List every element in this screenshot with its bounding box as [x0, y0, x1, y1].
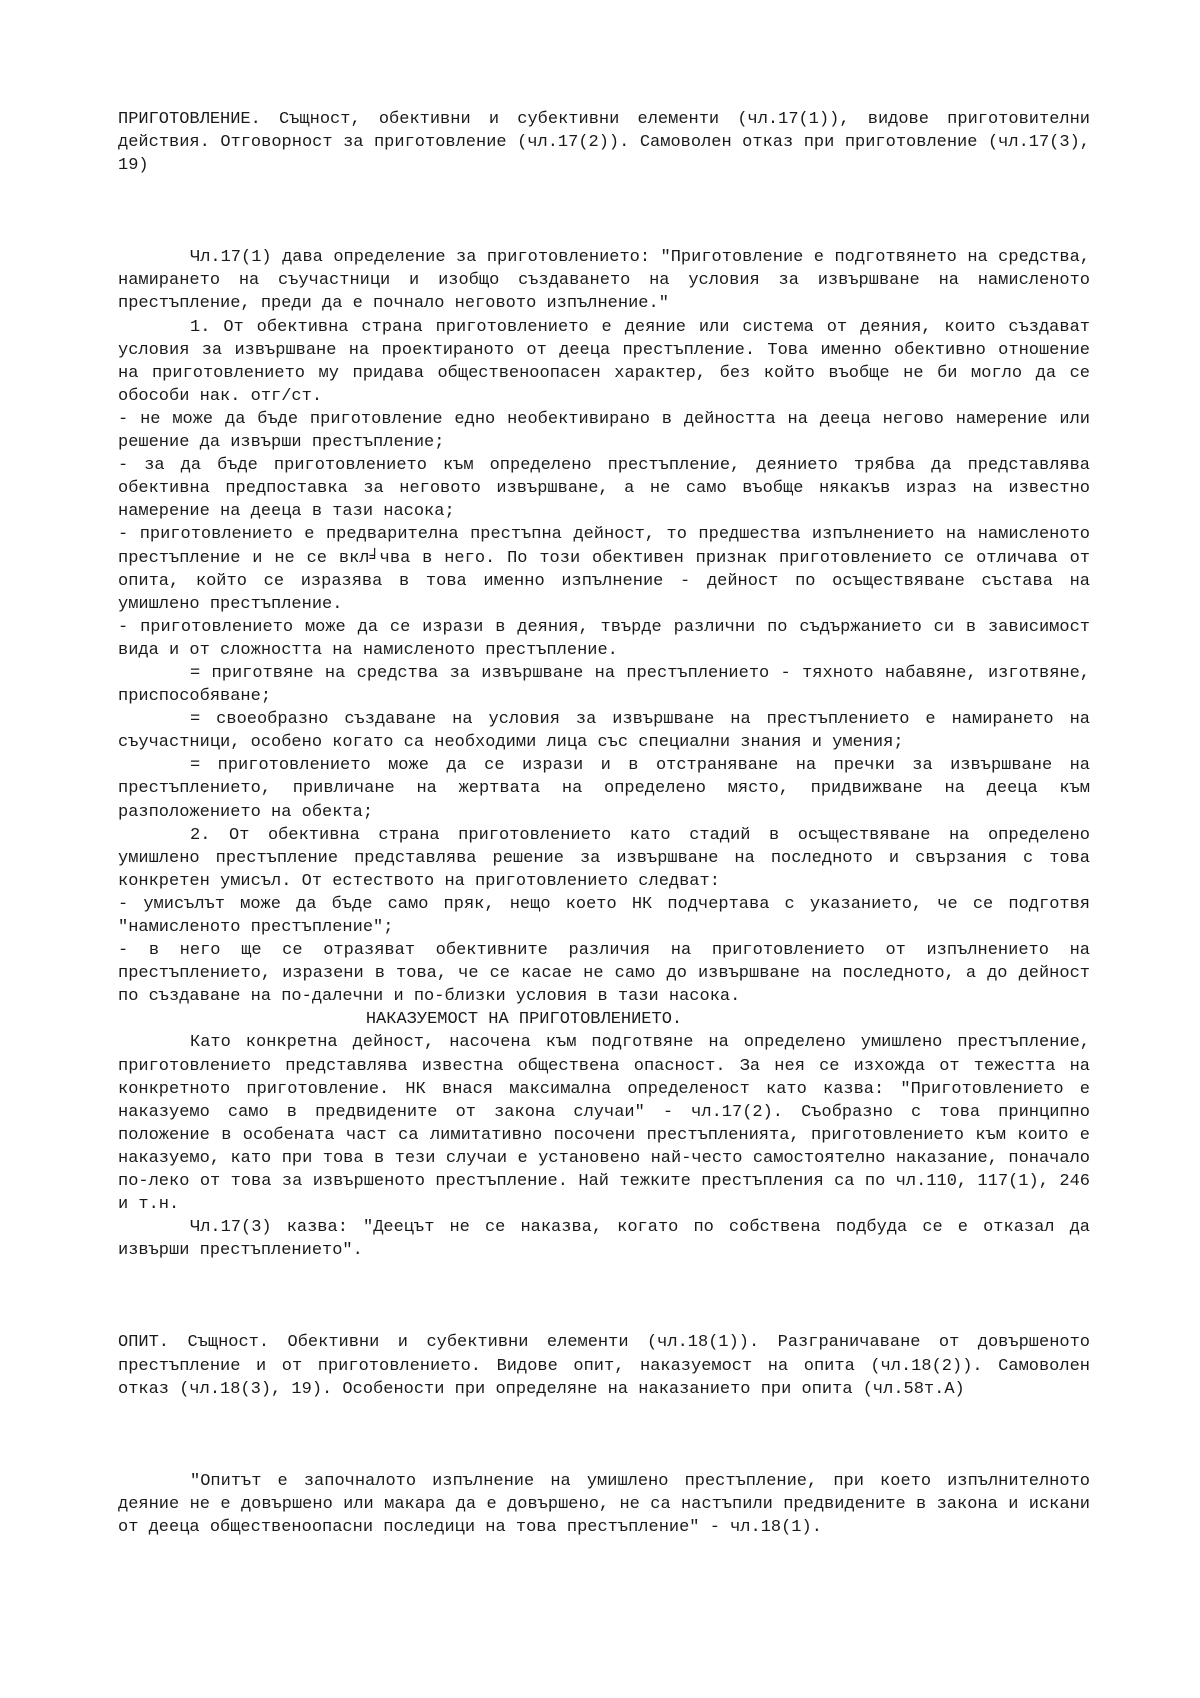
paragraph: Чл.17(1) дава определение за приготовлението: "Приготовление е подготвянето на средства, намирането на съучастници и изобщо създаването на условия за извършване на намисленото престъпление, преди да е почнало неговото изпълнение.": [118, 248, 1090, 314]
section-heading-preparation: ПРИГОТОВЛЕНИЕ. Същност, обективни и субективни елементи (чл.17(1)), видове приготовителни действия. Отговорност за приготовление (чл.17(2)). Самоволен отказ при приготовление (чл.17(3), 19): [118, 110, 1090, 176]
paragraph: Като конкретна дейност, насочена към подготвяне на определено умишлено престъпление, приготовлението представлява известна обществена опасност. За нея се изхожда от тежестта на конкретното приготовление. НК внася максимална определеност като казва: "Приготовлението е наказуемо само в предвидените от закона случаи" - чл.17(2). Съобразно с това принципно положение в особената част са лимитативно посочени престъпленията, приготовлението към които е наказуемо, като при това в тези случаи е установено най-често самостоятелно наказание, поначало по-леко от това за извършеното престъпление. Най тежките престъпления са по чл.110, 117(1), 246 и т.н.: [118, 1033, 1090, 1215]
spacer: [118, 1262, 1090, 1331]
spacer: [118, 1401, 1090, 1470]
paragraph: - приготовлението е предварителна престъпна дейност, то предшества изпълнението на намисленото престъпление и не се вкл╛чва в него. По този обективен признак приготовлението се отличава от опита, който се изразява в това именно изпълнение - дейност по осъществяване състава на умишлено престъпление.: [118, 525, 1090, 614]
spacer: [118, 177, 1090, 246]
paragraph: Чл.17(3) казва: "Деецът не се наказва, когато по собствена подбуда се е отказал да извърши престъплението".: [118, 1218, 1090, 1261]
paragraph: 1. От обективна страна приготовлението е деяние или система от деяния, които създават условия за извършване на проектираното от дееца престъпление. Това именно обективно отношение на приготовлението му придава общественоопасен характер, без който въобще не би могло да се обособи нак. отг/ст.: [118, 317, 1090, 406]
paragraph: 2. От обективна страна приготовлението като стадий в осъществяване на определено умишлено престъпление представлява решение за извършване на последното и свързания с това конкретен умисъл. От естеството на приготовлението следват:: [118, 825, 1090, 891]
paragraph: - не може да бъде приготовление едно необективирано в дейността на дееца негово намерение или решение да извърши престъпление;: [118, 409, 1090, 453]
paragraph: = приготовлението може да се изрази и в отстраняване на пречки за извършване на престъплението, привличане на жертвата на определено място, придвижване на дееца към разположението на обекта;: [118, 756, 1090, 822]
paragraph: - в него ще се отразяват обективните различия на приготовлението от изпълнението на престъплението, изразени в това, че се касае не само до извършване на последното, а до дейност по създаване на по-далечни и по-близки условия в тази насока.: [118, 941, 1090, 1007]
section-heading-attempt: ОПИТ. Същност. Обективни и субективни елементи (чл.18(1)). Разграничаване от довършеното престъпление и от приготовлението. Видове опит, наказуемост на опита (чл.18(2)). Самоволен отказ (чл.18(3), 19). Особености при определяне на наказанието при опита (чл.58т.А): [118, 1333, 1090, 1399]
paragraph: - приготовлението може да се изрази в деяния, твърде различни по съдържанието си в зависимост вида и от сложността на намисленото престъпление.: [118, 617, 1090, 660]
paragraph: = своеобразно създаване на условия за извършване на престъплението е намирането на съучастници, особено когато са необходими лица със специални знания и умения;: [118, 710, 1090, 753]
paragraph: "Опитът е започналото изпълнение на умишлено престъпление, при което изпълнителното деяние не е довършено или макара да е довършено, не са настъпили предвидените в закона и искани от дееца общественоопасни последици на това престъпление" - чл.18(1).: [118, 1471, 1090, 1537]
paragraph: = приготвяне на средства за извършване на престъплението - тяхното набавяне, изготвяне, приспособяване;: [118, 663, 1090, 707]
subheading-punishability: НАКАЗУЕМОСТ НА ПРИГОТОВЛЕНИЕТО.: [365, 1010, 683, 1030]
paragraph: - за да бъде приготовлението към определено престъпление, деянието трябва да представлява обективна предпоставка за неговото извършване, а не само въобще някакъв израз на известно намерение на дееца в тази насока;: [118, 456, 1090, 522]
document-page: [118, 108, 1090, 1539]
paragraph: - умисълът може да бъде само пряк, нещо което НК подчертава с указанието, че се подготвя "намисленото престъпление";: [118, 894, 1090, 937]
